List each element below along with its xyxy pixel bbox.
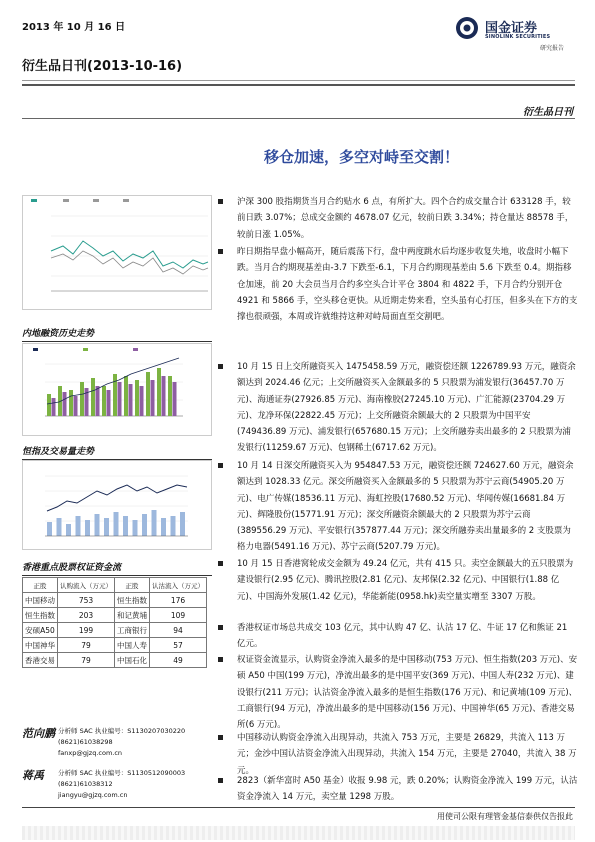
bar	[146, 372, 150, 416]
analyst-card	[22, 768, 217, 808]
volume-bar	[76, 516, 81, 536]
footer-disclaimer: 用使司公限有理管金基信泰供仅告报此	[437, 812, 573, 821]
bar	[80, 382, 84, 416]
bar	[74, 396, 78, 416]
volume-bar	[85, 520, 90, 536]
report-date: 2013 年 10 月 16 日	[22, 22, 126, 33]
table-cell: 恒生指数	[23, 608, 58, 623]
brand-name-cn: 国金证券	[485, 21, 538, 36]
bar	[157, 368, 161, 416]
list-item: 10 月 15 日上交所融资买入 1475458.59 万元，融资偿还额 1226789.93 万元，融资余额达到 2024.46 亿元；上交所融资买入金额最多的 5 只股票为浦发银行(36457.70 万元)、海通证券(27926.85 万元)、海南橡胶(27245.10 万元)、广汇能源(23704.29 万元)、龙净环保(22822.45 万元)；上交所融资余额最大的 2 只股票为中国平安(749436.89 万元)、浦发银行(657680.15 万元)；上交所融券卖出最多的 2 只股票为浦发银行(11259.67 万元)、包钢稀土(6717.62 万元)。	[218, 359, 578, 457]
table-cell: 176	[150, 593, 207, 608]
bullet-list	[218, 0, 578, 842]
volume-bar	[57, 518, 62, 536]
bullet-marker-icon	[218, 778, 223, 783]
flow-table-heading: 香港重点股票权证资金流	[22, 560, 212, 576]
volume-bar	[95, 514, 100, 536]
bar	[140, 386, 144, 416]
analyst-name: 范向鹏	[22, 727, 55, 740]
table-row	[23, 638, 207, 653]
analyst-email[interactable]: jiangyu@gjzq.com.cn	[58, 791, 128, 799]
analyst-name: 蒋禹	[22, 769, 44, 782]
headline: 移仓加速，多空对峙至交割！	[264, 148, 460, 166]
table-cell: 109	[150, 608, 207, 623]
list-item: 10 月 15 日香港窝轮成交金额为 49.24 亿元，共有 415 只。卖空金额最大的五只股票为建设银行(2.95 亿元)、腾讯控股(2.81 亿元)、友邦保(2.32 亿元)、中国银行(1.88 亿元)、中国海外发展(1.42 亿元)，华能新能(0958.hk)卖空量实增至 3307 万股。	[218, 556, 578, 605]
table-header-row	[23, 578, 207, 593]
bullet-marker-icon	[218, 735, 223, 740]
table-cell: 和记黄埔	[115, 608, 150, 623]
table-cell: 中国移动	[23, 593, 58, 608]
table-cell: 753	[58, 593, 115, 608]
bar	[118, 382, 122, 416]
bar	[47, 394, 51, 416]
table-row	[23, 623, 207, 638]
table-row	[23, 653, 207, 668]
bar	[69, 390, 73, 416]
margin-trend-heading: 内地融资历史走势	[22, 326, 212, 342]
bar	[173, 382, 177, 416]
volume-bar	[66, 524, 71, 536]
volume-bar	[133, 520, 138, 536]
col-header: 认购流入（万元）	[58, 578, 115, 593]
table-cell: 香港交易	[23, 653, 58, 668]
table-cell: 49	[150, 653, 207, 668]
bar	[63, 392, 67, 416]
futures-chart	[22, 195, 212, 310]
bar	[52, 398, 56, 416]
analyst-cert: 分析师 SAC 执业编号：S1130512090003	[58, 769, 186, 777]
table-cell: 恒生指数	[115, 593, 150, 608]
list-item: 昨日期指早盘小幅高开，随后震荡下行，盘中两度跳水后均逐步收复失地，收盘时小幅下跌。当月合约期现基差由-3.7 下跌至-6.1，下月合约期现基差由 5.6 下跌至 0.4。期指移仓加速，前 20 大会员当月合约多空头合计平仓 3804 和 4822 手，下月合约分别开仓 4921 和 5866 手，空头移仓更快。从近期走势来看，空头虽有心打压，但多头在下方的支撑也很顽强，本周或许就维持这种对峙局面直至交割吧。	[218, 244, 578, 325]
analyst-cert: 分析师 SAC 执业编号：S1130207030220	[58, 727, 186, 735]
bar	[102, 386, 106, 416]
bar	[107, 390, 111, 416]
bar	[91, 378, 95, 416]
analyst-phone: (8621)61038312	[58, 780, 113, 788]
margin-chart	[22, 343, 212, 436]
list-item: 香港权证市场总共成交 103 亿元，其中认购 47 亿、认沽 17 亿、牛证 17 亿和熊证 21 亿元。	[218, 620, 578, 653]
volume-bar	[161, 518, 166, 536]
table-cell: 中国神华	[23, 638, 58, 653]
bar	[168, 376, 172, 416]
table-cell: 94	[150, 623, 207, 638]
analyst-card	[22, 726, 217, 766]
list-item: 权证资金流显示，认购资金净流入最多的是中国移动(753 万元)、恒生指数(203 万元)、安硕 A50 中国(199 万元)，净流出最多的是中国平安(369 万元)、中国人寿(232 万元)、建设银行(211 万元)；认沽资金净流入最多的是恒生指数(176 万元)、和记黄埔(109 万元)、工商银行(94 万元)，净流出最多的是中国移动(156 万元)、中国神华(65 万元)、香港交易所(6 万元)。	[218, 652, 578, 733]
volume-bar	[123, 516, 128, 536]
footer-rule	[22, 807, 575, 808]
volume-bar	[142, 514, 147, 536]
table-cell: 199	[58, 623, 115, 638]
analyst-phone: (8621)61038298	[58, 738, 113, 746]
list-item: 2823（新华富时 A50 基金）收报 9.98 元，跌 0.20%；认购资金净流入 199 万元，认沽资金净流入 14 万元，卖空量 1298 万股。	[218, 773, 578, 806]
table-cell: 中国石化	[115, 653, 150, 668]
table-cell: 57	[150, 638, 207, 653]
brand-subtitle: 研究报告	[540, 45, 565, 52]
bullet-marker-icon	[218, 199, 223, 204]
bar	[124, 376, 128, 416]
warrant-flow-table	[22, 577, 207, 668]
footer-watermark	[22, 826, 575, 840]
col-header: 正股	[115, 578, 150, 593]
bullet-marker-icon	[218, 657, 223, 662]
bar	[129, 384, 133, 416]
bar	[135, 380, 139, 416]
list-item: 沪深 300 股指期货当月合约贴水 6 点，有所扩大。四个合约成交量合计 633128 手，较前日跌 3.07%；总成交金额约 4678.07 亿元，较前日跌 3.34%；持仓量达 88578 手，较前日涨 1.05%。	[218, 194, 578, 243]
bullet-marker-icon	[218, 561, 223, 566]
hsi-chart	[22, 460, 212, 550]
volume-bar	[104, 518, 109, 536]
table-cell: 中国人寿	[115, 638, 150, 653]
table-cell: 工商银行	[115, 623, 150, 638]
bar	[162, 376, 166, 416]
analyst-info	[58, 726, 185, 759]
volume-bar	[171, 516, 176, 536]
bar	[151, 380, 155, 416]
table-cell: 203	[58, 608, 115, 623]
bullet-marker-icon	[218, 364, 223, 369]
brand-name-en: SINOLINK SECURITIES	[485, 34, 551, 40]
table-cell: 79	[58, 638, 115, 653]
table-row	[23, 608, 207, 623]
col-header: 正股	[23, 578, 58, 593]
volume-bar	[114, 512, 119, 536]
hsi-chart-svg	[23, 461, 211, 549]
col-header: 认沽流入（万元）	[150, 578, 207, 593]
analyst-info	[58, 768, 185, 801]
table-cell: 79	[58, 653, 115, 668]
report-title: 衍生品日刊(2013-10-16)	[22, 59, 183, 74]
list-item: 中国移动认购资金净流入出现异动，共流入 753 万元，主要是 26829，共流入 113 万元；金沙中国认沽资金净流入出现异动，共流入 154 万元，主要是 27040，共流入 38 万元。	[218, 730, 578, 779]
table-cell: 安硕A50	[23, 623, 58, 638]
volume-bar	[152, 510, 157, 536]
futures-chart-svg	[23, 196, 211, 309]
bar	[113, 374, 117, 416]
margin-chart-svg	[23, 344, 211, 435]
analyst-email[interactable]: fanxp@gjzq.com.cn	[58, 749, 123, 757]
bullet-marker-icon	[218, 625, 223, 630]
bullet-marker-icon	[218, 249, 223, 254]
category-label: 衍生品日刊	[523, 107, 573, 118]
volume-bar	[47, 522, 52, 536]
hsi-trend-heading: 恒指及交易量走势	[22, 444, 212, 460]
table-row	[23, 593, 207, 608]
bullet-marker-icon	[218, 463, 223, 468]
bar	[96, 386, 100, 416]
volume-bar	[180, 512, 185, 536]
list-item: 10 月 14 日深交所融资买入为 954847.53 万元，融资偿还额 724627.60 万元，融资余额达到 1028.33 亿元。深交所融资买入金额最多的 5 只股票为苏宁云商(54905.20 万元)、电广传媒(18536.11 万元)、海虹控股(17680.52 万元)、华闻传媒(16681.84 万元)、辉隆股份(15771.91 万元)；深交所融资余额最大的 2 只股票为苏宁云商(389556.29 万元)、平安银行(357877.44 万元)；深交所融券卖出量最多的 2 支股票为格力电器(5491.16 万元)、苏宁云商(5207.79 万元)。	[218, 458, 578, 556]
